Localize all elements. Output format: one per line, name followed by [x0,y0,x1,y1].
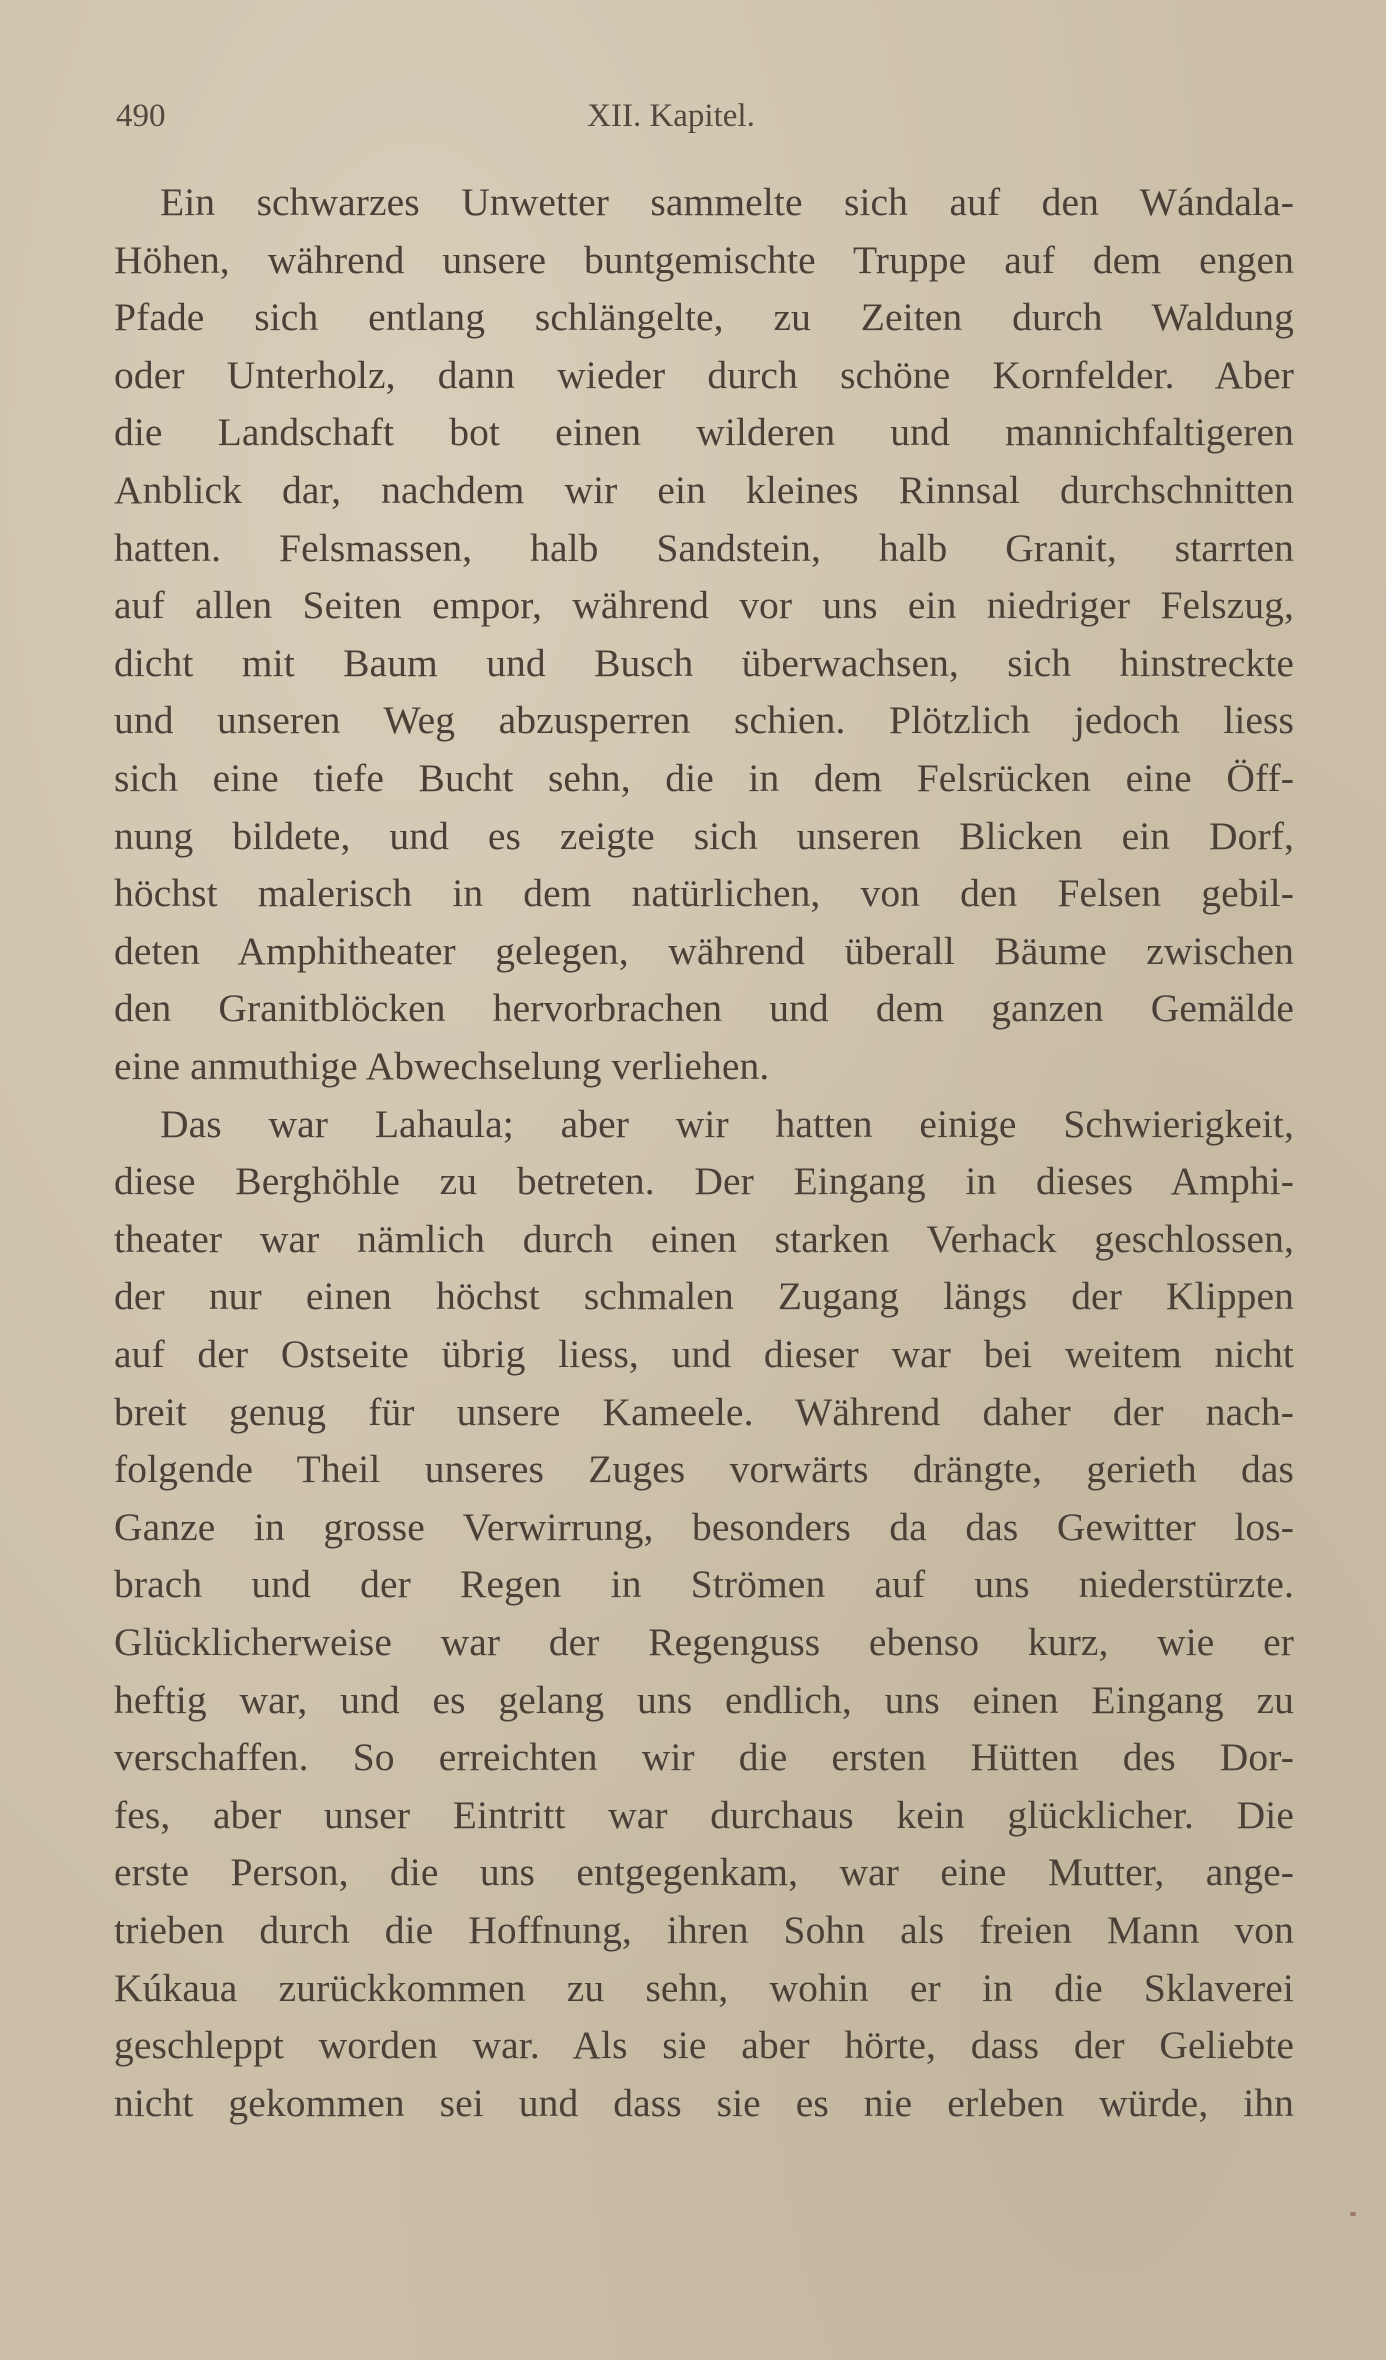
text-line: Glücklicherweise war der Regenguss ebenso kurz, wie er [114,1620,1294,1664]
text-line: Kúkaua zurückkommen zu sehn, wohin er in die Sklaverei [114,1965,1294,2010]
text-line: hatten. Felsmassen, halb Sandstein, halb Granit, starrten [114,525,1294,570]
text-line: auf allen Seiten empor, während vor uns ein niedriger Felszug, [114,583,1294,628]
text-line: fes, aber unser Eintritt war durchaus kein glücklicher. Die [114,1792,1294,1837]
text-line: Ein schwarzes Unwetter sammelte sich auf den Wándala- [160,180,1294,224]
text-line: der nur einen höchst schmalen Zugang längs der Klippen [114,1274,1294,1319]
text-line: Anblick dar, nachdem wir ein kleines Rinnsal durchschnitten [114,468,1294,512]
text-line: deten Amphitheater gelegen, während überall Bäume zwischen [114,928,1294,973]
text-line: geschleppt worden war. Als sie aber hörte, dass der Geliebte [114,2023,1294,2068]
text-line: verschaffen. So erreichten wir die ersten Hütten des Dor- [114,1735,1294,1780]
page-header [116,98,1226,148]
text-line: eine anmuthige Abwechselung verliehen. [114,1044,770,1088]
text-line: brach und der Regen in Strömen auf uns niederstürzte. [114,1562,1294,1607]
text-line: den Granitblöcken hervorbrachen und dem ganzen Gemälde [114,986,1294,1031]
text-line: heftig war, und es gelang uns endlich, uns einen Eingang zu [114,1677,1294,1722]
text-line: Pfade sich entlang schlängelte, zu Zeiten durch Waldung [114,295,1294,340]
text-line: nicht gekommen sei und dass sie es nie erleben würde, ihn [114,2080,1294,2125]
text-line: Das war Lahaula; aber wir hatten einige Schwierigkeit, [160,1101,1294,1146]
text-line: dicht mit Baum und Busch überwachsen, sich hinstreckte [114,640,1294,685]
text-line: Höhen, während unsere buntgemischte Truppe auf dem engen [114,237,1294,282]
text-line: höchst malerisch in dem natürlichen, von den Felsen gebil- [114,871,1294,916]
text-line: nung bildete, und es zeigte sich unseren Blicken ein Dorf, [114,813,1294,858]
text-line: diese Berghöhle zu betreten. Der Eingang in dieses Amphi- [114,1159,1294,1204]
text-line: die Landschaft bot einen wilderen und mannichfaltigeren [114,410,1294,455]
text-line: theater war nämlich durch einen starken Verhack geschlossen, [114,1216,1294,1261]
text-line: auf der Ostseite übrig liess, und dieser war bei weitem nicht [114,1332,1294,1376]
text-line: und unseren Weg abzusperren schien. Plötzlich jedoch liess [114,698,1294,743]
text-line: sich eine tiefe Bucht sehn, die in dem Felsrücken eine Öff- [114,756,1294,800]
page-number: 490 [116,98,166,134]
text-line: oder Unterholz, dann wieder durch schöne Kornfelder. Aber [114,352,1294,397]
running-head: XII. Kapitel. [587,98,755,134]
text-line: breit genug für unsere Kameele. Während daher der nach- [114,1389,1294,1434]
text-line: folgende Theil unseres Zuges vorwärts drängte, gerieth das [114,1447,1294,1492]
paper-speck [1350,2212,1356,2216]
text-line: erste Person, die uns entgegenkam, war eine Mutter, ange- [114,1850,1294,1895]
text-line: Ganze in grosse Verwirrung, besonders da das Gewitter los- [114,1504,1294,1549]
text-line: trieben durch die Hoffnung, ihren Sohn als freien Mann von [114,1908,1294,1952]
